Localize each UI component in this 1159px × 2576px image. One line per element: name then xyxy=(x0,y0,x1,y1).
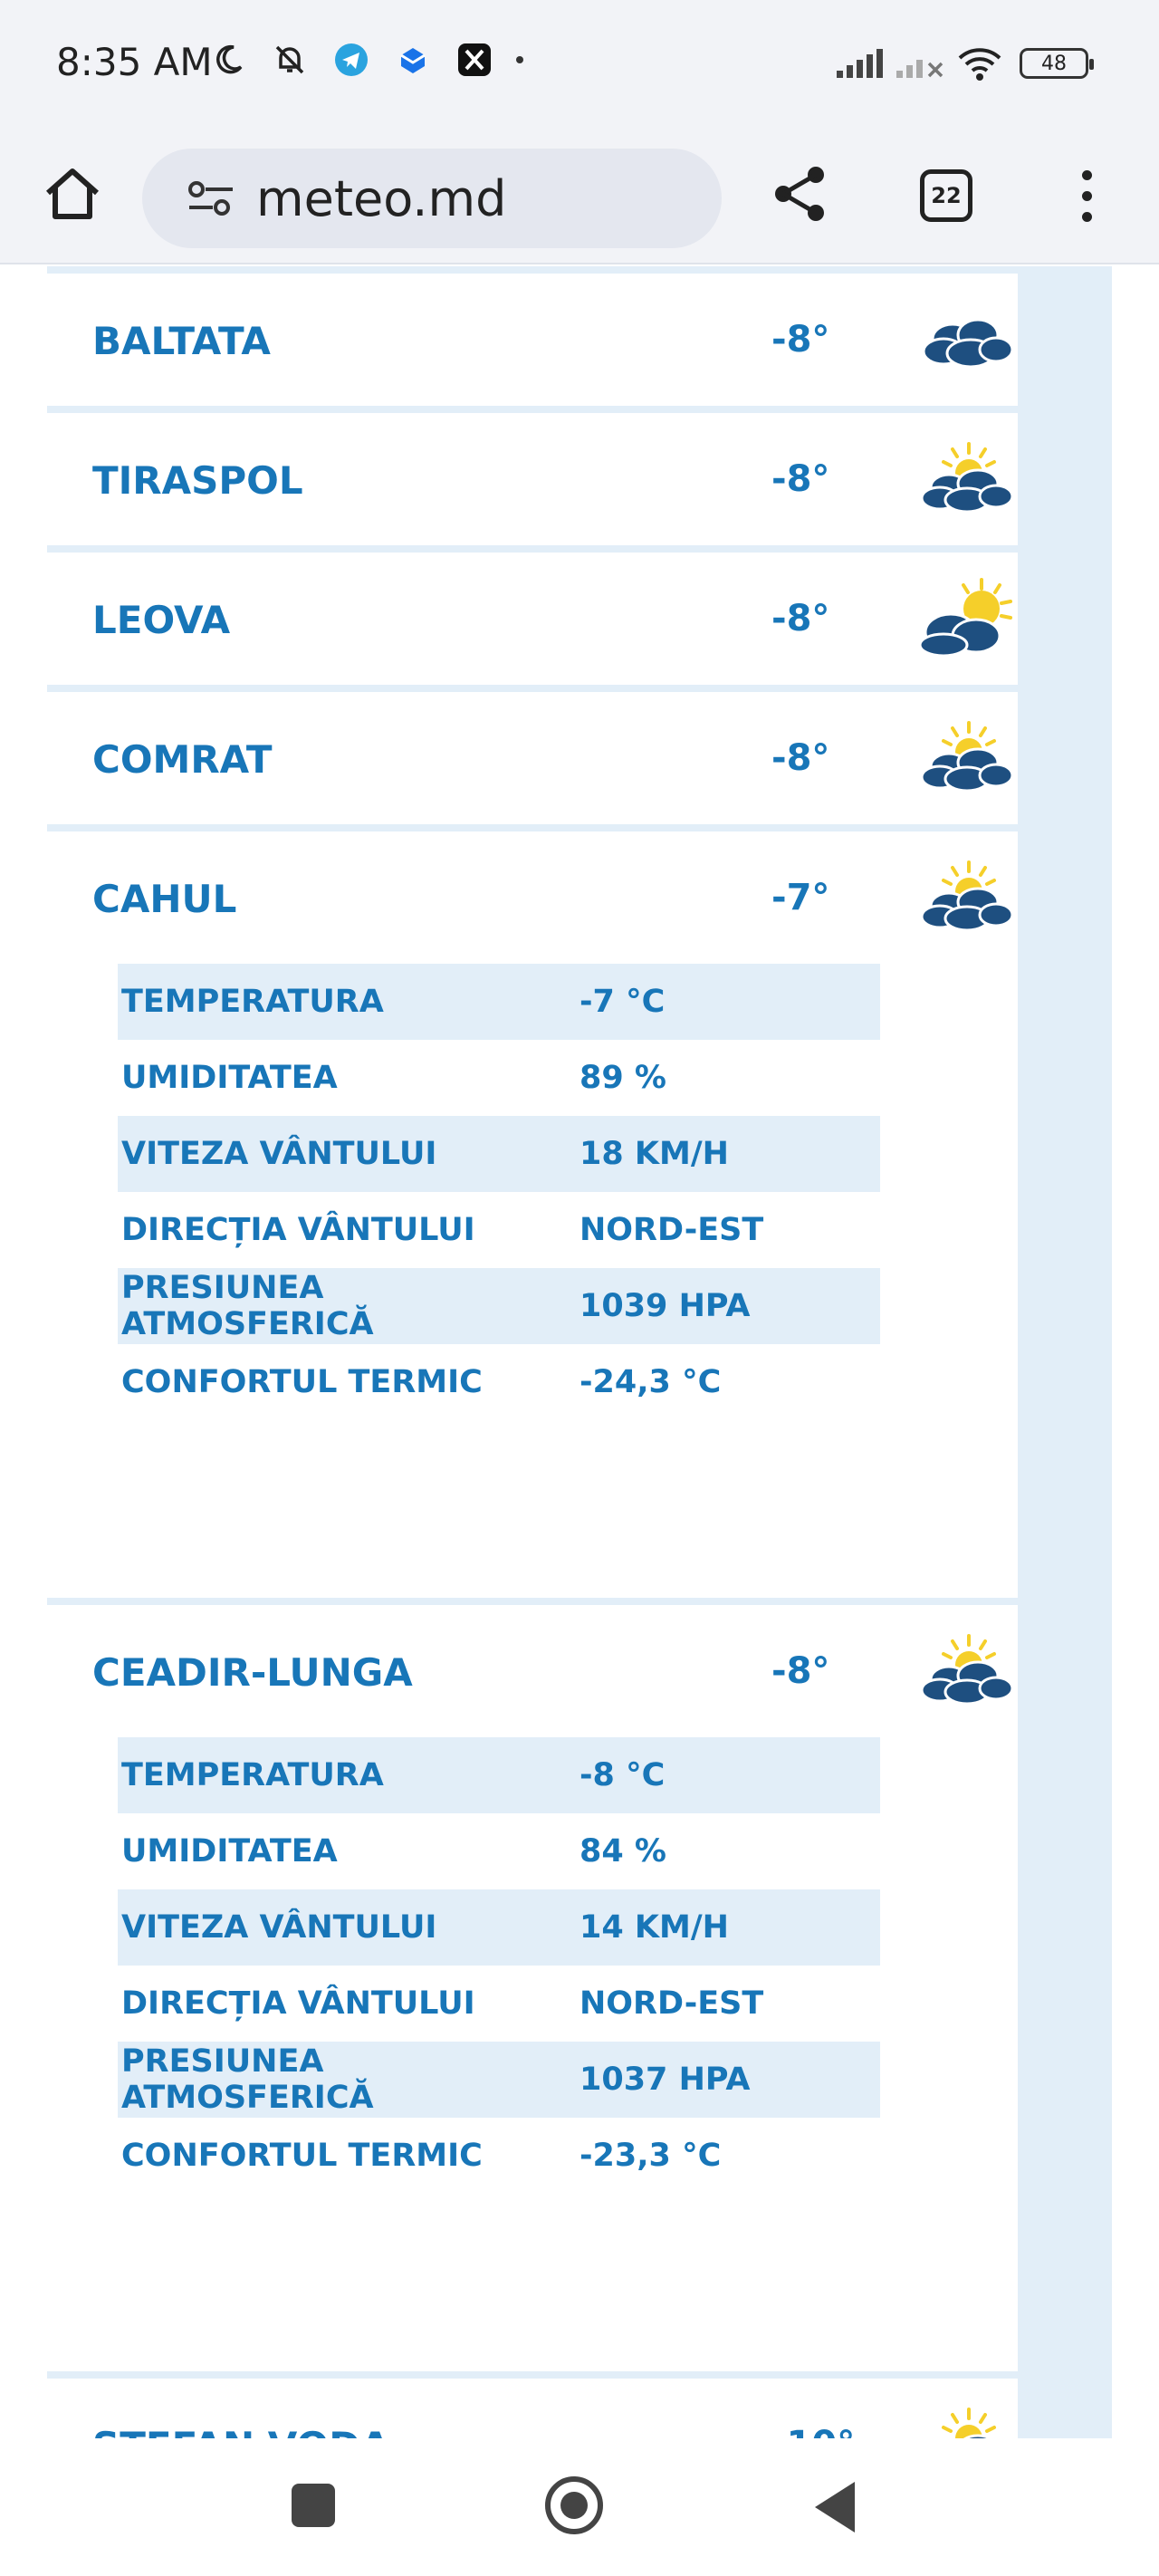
bell-off-icon xyxy=(270,40,310,80)
detail-label: DIRECȚIA VÂNTULUI xyxy=(121,1985,475,2022)
detail-label: PRESIUNEA ATMOSFERICĂ xyxy=(118,1268,572,1344)
moon-icon xyxy=(208,40,248,80)
city-row[interactable] xyxy=(47,831,1018,1598)
detail-row xyxy=(118,1737,880,1813)
menu-dot xyxy=(1082,170,1092,180)
detail-label: VITEZA VÂNTULUI xyxy=(118,1889,572,1966)
detail-value: 89 % xyxy=(580,1060,666,1096)
detail-row xyxy=(118,2042,880,2118)
city-temperature: -8° xyxy=(771,319,830,360)
city-temperature: -8° xyxy=(771,458,830,500)
detail-label: TEMPERATURA xyxy=(118,964,572,1040)
tabs-button[interactable] xyxy=(910,159,982,232)
wifi-icon xyxy=(960,43,1000,83)
detail-value: NORD-EST xyxy=(580,1212,764,1248)
city-temperature: -7° xyxy=(771,877,830,918)
detail-label: TEMPERATURA xyxy=(118,1737,572,1813)
battery-indicator: 48 xyxy=(1020,48,1088,79)
detail-value: 1039 HPA xyxy=(572,1268,880,1344)
detail-label: UMIDITATEA xyxy=(121,1833,338,1870)
detail-row xyxy=(118,1813,880,1889)
detail-value: 18 KM/H xyxy=(572,1116,880,1192)
telegram-icon xyxy=(331,40,371,80)
weather-details-table xyxy=(118,1737,880,2194)
detail-value: 84 % xyxy=(580,1833,666,1870)
detail-label: CONFORTUL TERMIC xyxy=(121,1364,483,1400)
page-content xyxy=(0,266,1159,2438)
recents-button[interactable] xyxy=(292,2484,335,2527)
detail-row xyxy=(118,1040,880,1116)
city-details xyxy=(47,964,1018,1598)
detail-label: DIRECȚIA VÂNTULUI xyxy=(121,1212,475,1248)
home-nav-button[interactable] xyxy=(545,2476,603,2534)
city-row[interactable] xyxy=(47,1605,1018,2371)
city-details xyxy=(47,1737,1018,2371)
detail-label: CONFORTUL TERMIC xyxy=(121,2138,483,2174)
menu-dot xyxy=(1082,212,1092,222)
browser-toolbar xyxy=(0,127,1159,264)
site-settings-icon[interactable] xyxy=(186,178,240,218)
system-nav-bar xyxy=(0,2438,1159,2576)
city-row[interactable] xyxy=(47,413,1018,545)
signal-icon xyxy=(840,43,880,83)
city-name[interactable]: LEOVA xyxy=(92,598,231,642)
city-row-header[interactable] xyxy=(47,1605,1018,1737)
tab-count: 22 xyxy=(920,169,972,222)
city-row[interactable] xyxy=(47,692,1018,824)
city-row-header[interactable] xyxy=(47,831,1018,964)
app-icon xyxy=(393,40,433,80)
detail-label: UMIDITATEA xyxy=(121,1060,338,1096)
cloudy-icon xyxy=(916,299,1016,380)
detail-label: PRESIUNEA ATMOSFERICĂ xyxy=(118,2042,572,2118)
city-temperature: -8° xyxy=(771,598,830,639)
address-bar[interactable] xyxy=(142,149,722,248)
detail-row xyxy=(118,1889,880,1966)
status-time: 8:35 AM xyxy=(56,40,213,84)
detail-value: 14 KM/H xyxy=(572,1889,880,1966)
detail-row xyxy=(118,1116,880,1192)
back-button[interactable] xyxy=(815,2482,855,2533)
city-temperature: -8° xyxy=(771,1650,830,1692)
overflow-menu-button[interactable] xyxy=(1050,159,1123,232)
city-row[interactable] xyxy=(47,274,1018,406)
partly-cloudy-icon xyxy=(916,438,1016,520)
detail-row xyxy=(118,2118,880,2194)
city-name[interactable]: BALTATA xyxy=(92,319,271,363)
share-button[interactable] xyxy=(761,154,840,234)
city-row[interactable] xyxy=(47,553,1018,685)
city-list xyxy=(47,274,1018,2518)
detail-row xyxy=(118,1192,880,1268)
city-temperature: -8° xyxy=(771,737,830,779)
sun-cloud-icon xyxy=(916,578,1016,659)
city-row-header[interactable] xyxy=(47,413,1018,545)
menu-dot xyxy=(1082,191,1092,201)
detail-value: -24,3 °C xyxy=(580,1364,722,1400)
x-icon xyxy=(455,40,494,80)
url-text[interactable]: meteo.md xyxy=(256,169,507,227)
detail-value: -23,3 °C xyxy=(580,2138,722,2174)
more-notifications-dot xyxy=(516,56,523,63)
home-button[interactable] xyxy=(33,154,112,234)
detail-value: -7 °C xyxy=(572,964,880,1040)
detail-row xyxy=(118,1966,880,2042)
detail-row xyxy=(118,1344,880,1420)
city-name[interactable]: CAHUL xyxy=(92,877,237,921)
city-row-header[interactable] xyxy=(47,692,1018,824)
home-icon xyxy=(41,162,104,226)
detail-row xyxy=(118,1268,880,1344)
weather-details-table xyxy=(118,964,880,1420)
detail-value: NORD-EST xyxy=(580,1985,764,2022)
city-row-header[interactable] xyxy=(47,274,1018,406)
detail-value: -8 °C xyxy=(572,1737,880,1813)
city-row-header[interactable] xyxy=(47,553,1018,685)
city-name[interactable]: TIRASPOL xyxy=(92,458,303,503)
status-bar xyxy=(0,0,1159,127)
city-name[interactable]: CEADIR-LUNGA xyxy=(92,1650,413,1695)
signal-off-icon xyxy=(900,43,940,83)
partly-cloudy-icon xyxy=(916,857,1016,938)
detail-label: VITEZA VÂNTULUI xyxy=(118,1116,572,1192)
detail-value: 1037 HPA xyxy=(572,2042,880,2118)
partly-cloudy-icon xyxy=(916,717,1016,799)
partly-cloudy-icon xyxy=(916,1630,1016,1712)
share-icon xyxy=(769,162,832,226)
city-name[interactable]: COMRAT xyxy=(92,737,273,782)
home-nav-dot xyxy=(560,2492,588,2519)
detail-row xyxy=(118,964,880,1040)
